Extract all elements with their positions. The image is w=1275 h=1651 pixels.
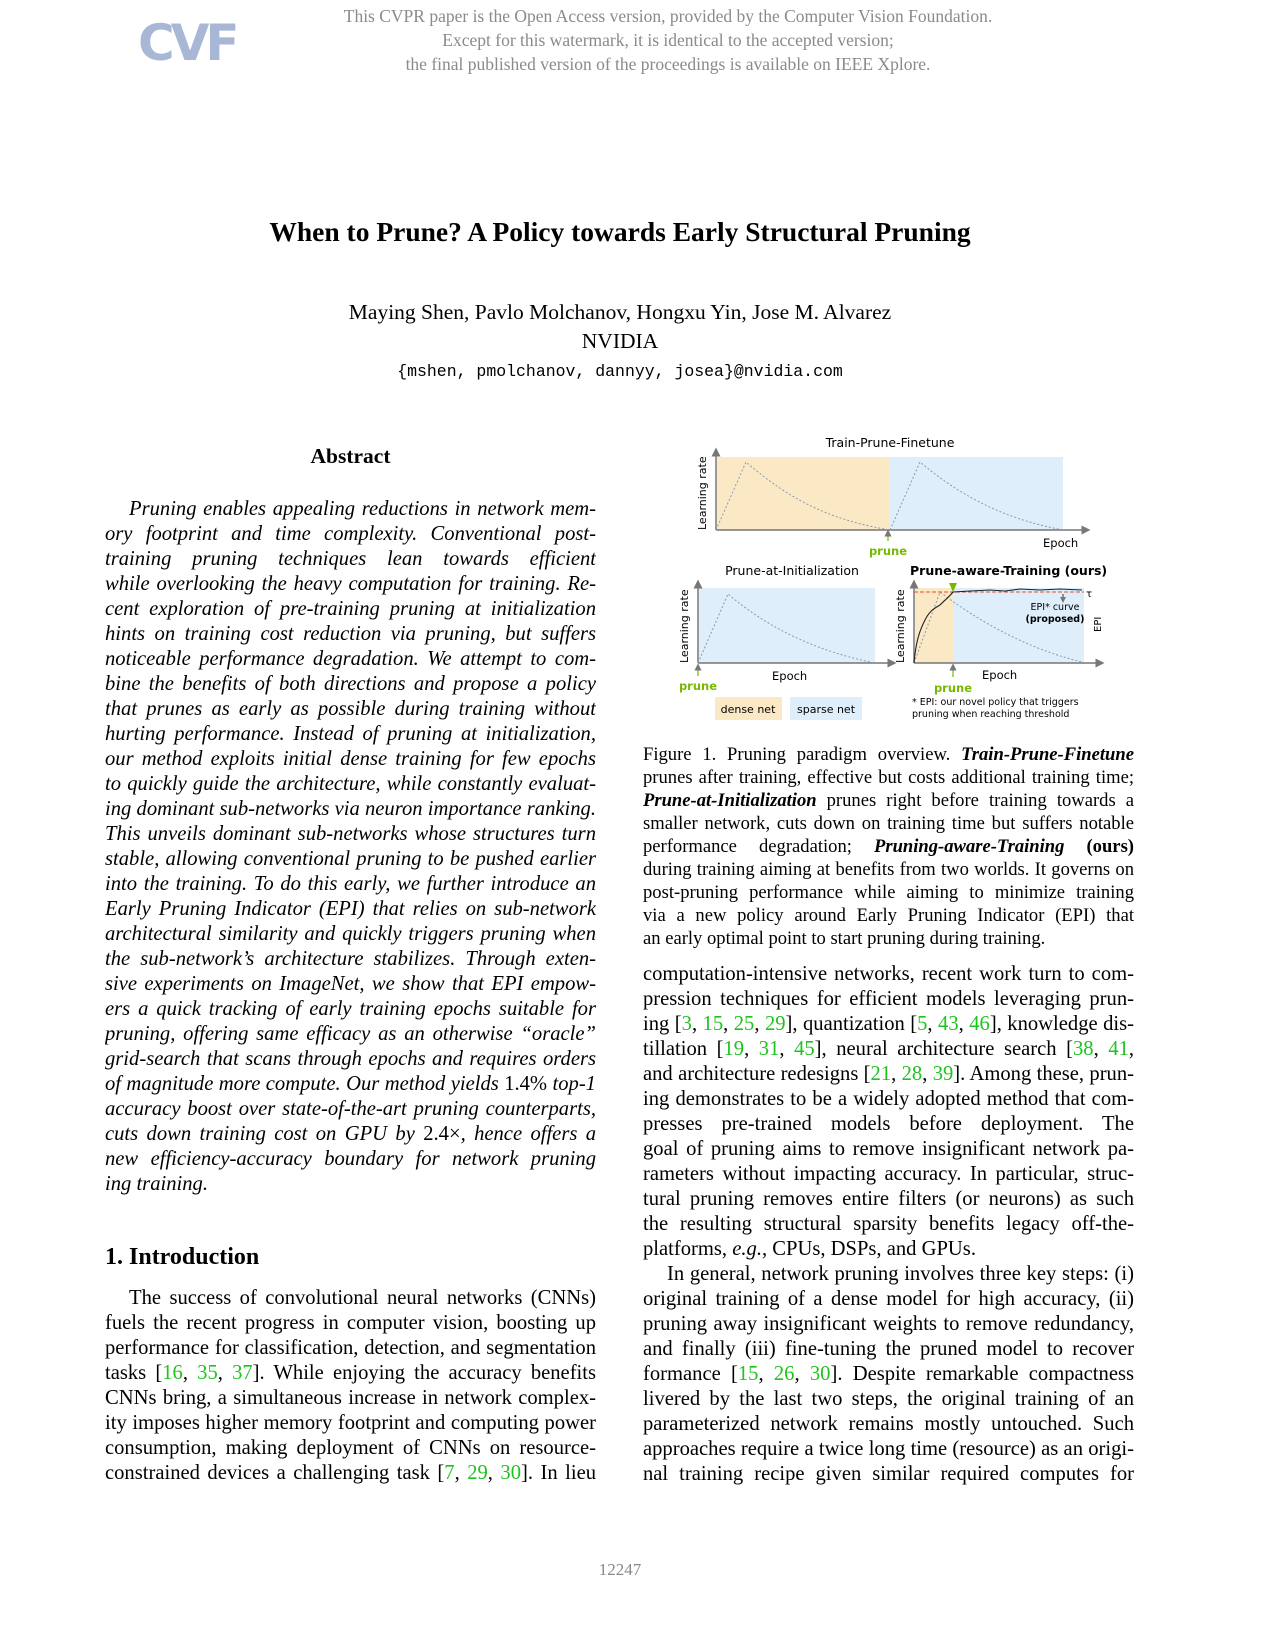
text-line: consumption, making deployment of CNNs on resource- [105,1437,596,1459]
citation-link[interactable]: 29 [467,1462,488,1484]
page-number: 12247 [598,1560,642,1579]
text-line: prunes after training, effective but costs additional training time; [643,767,1134,788]
text-line: fuels the recent progress in computer vision, boosting up [105,1312,596,1334]
text-line: rameters without impacting accuracy. In particular, struc- [643,1163,1134,1185]
abstract-heading: Abstract [310,444,391,468]
text-line: tasks [16, 35, 37]. While enjoying the accuracy benefits [105,1362,596,1384]
svg-text:Epoch: Epoch [982,668,1018,682]
text-line: original training of a dense model for high accuracy, (ii) [643,1288,1134,1310]
text-line: sive experiments on ImageNet, we show that EPI empow- [105,973,596,995]
text-line: ity imposes higher memory footprint and computing power [105,1412,596,1434]
text-line: during training aiming at benefits from two worlds. It governs on [643,859,1134,880]
citation-link[interactable]: 19 [723,1038,745,1060]
text-line: new efficiency-accuracy boundary for network pruning [105,1148,596,1170]
text-line: and finally (iii) fine-tuning the pruned model to recover [643,1338,1134,1360]
text-line: CNNs bring, a simultaneous increase in network complex- [105,1387,596,1409]
text-line: accuracy boost over state-of-the-art pruning counterparts, [105,1098,596,1120]
paper-title: When to Prune? A Policy towards Early Structural Pruning [269,216,971,247]
text-line: hints on training cost reduction via pruning, but suffers [105,623,596,645]
text-line: Early Pruning Indicator (EPI) that relies on sub-network [105,898,596,920]
text-line: formance [15, 26, 30]. Despite remarkable compactness [643,1363,1134,1385]
dense-region [717,457,890,530]
text-line: tillation [19, 31, 45], neural architecture search [38, 41, [643,1038,1134,1060]
text-line: goal of pruning aims to remove insignificant network pa- [643,1138,1134,1160]
text-line: to quickly guide the architecture, while constantly evaluat- [105,773,596,795]
svg-text:CVF: CVF [138,14,236,72]
citation-link[interactable]: 15 [737,1363,759,1385]
citation-link[interactable]: 45 [794,1038,815,1060]
text-line: presses pre-trained models before deployment. The [643,1113,1134,1135]
authors: Maying Shen, Pavlo Molchanov, Hongxu Yin, Jose M. Alvarez [348,300,892,324]
svg-text:Learning rate: Learning rate [894,589,907,663]
text-line: pression techniques for efficient models leveraging prun- [643,988,1134,1010]
text-line: into the training. To do this early, we further introduce an [105,873,596,895]
watermark-line: the final published version of the proceedings is available on IEEE Xplore. [405,54,931,74]
svg-text:prune: prune [933,681,973,695]
citation-link[interactable]: 38 [1072,1038,1094,1060]
text-line: performance degradation; Pruning-aware-Training (ours) [643,836,1134,857]
x-axis-label: Epoch [1043,536,1079,550]
citation-link[interactable]: 21 [870,1063,892,1085]
text-line: ing [3, 15, 25, 29], quantization [5, 43, 46], knowledge dis- [643,1013,1134,1035]
text-line: and architecture redesigns [21, 28, 39]. Among these, prun- [643,1063,1134,1085]
text-line: ing dominant sub-networks via neuron importance ranking. [105,798,596,820]
left-plot-title: Prune-at-Initialization [725,563,859,578]
top-plot-title: Train-Prune-Finetune [825,435,955,450]
text-line: Pruning enables appealing reductions in network mem- [129,498,596,520]
citation-link[interactable]: 16 [162,1362,183,1384]
figure-caption [643,743,1134,950]
text-line: smaller network, cuts down on training time but suffers notable [643,813,1134,834]
text-line: an early optimal point to start pruning during training. [643,928,1046,949]
watermark-line: This CVPR paper is the Open Access version, provided by the Computer Vision Foundation. [343,6,993,26]
citation-link[interactable]: 28 [901,1063,923,1085]
text-line: In general, network pruning involves three key steps: (i) [667,1263,1134,1285]
citation-link[interactable]: 30 [500,1462,522,1484]
right-column-body [643,962,1134,1487]
text-line: pruning away insignificant weights to remove redundancy, [643,1313,1134,1335]
svg-text:EPI* curve: EPI* curve [1030,602,1080,613]
text-line: The success of convolutional neural networks (CNNs) [129,1287,596,1309]
text-line: livered by the last two steps, the original training of an [643,1388,1134,1410]
right-plot-title: Prune-aware-Training (ours) [910,563,1108,578]
svg-text:sparse net: sparse net [796,703,856,716]
text-line: Figure 1. Pruning paradigm overview. Train-Prune-Finetune [643,744,1134,765]
y-axis-label: Learning rate [696,456,709,530]
svg-text:dense net: dense net [720,703,776,716]
email: {mshen, pmolchanov, dannyy, josea}@nvidia.com [397,362,843,381]
text-line: while overlooking the heavy computation for training. Re- [105,573,596,595]
text-line: approaches require a twice long time (resource) as an origi- [643,1438,1134,1460]
svg-text:prune: prune [678,679,718,693]
abstract-body [105,497,596,1197]
text-line: performance for classification, detection, and segmentation [105,1337,596,1359]
text-line: pruning, offering same efficacy as an otherwise “oracle” [105,1023,596,1045]
citation-link[interactable]: 41 [1108,1038,1129,1060]
text-line: cent exploration of pre-training pruning at initialization [105,598,596,620]
citation-link[interactable]: 30 [809,1363,831,1385]
text-line: constrained devices a challenging task [7, 29, 30]. In lieu [105,1462,596,1484]
text-line: grid-search that scans through epochs and requires orders [105,1048,596,1070]
text-line: computation-intensive networks, recent work turn to com- [643,963,1134,985]
citation-link[interactable]: 37 [232,1362,253,1384]
citation-link[interactable]: 39 [932,1063,954,1085]
svg-text:(proposed): (proposed) [1025,614,1085,625]
citation-link[interactable]: 3 [681,1013,692,1035]
svg-text:Learning rate: Learning rate [678,589,691,663]
text-line: tural pruning removes entire filters (or neurons) as such [643,1188,1134,1210]
text-line: noticeable performance degradation. We attempt to com- [105,648,596,670]
text-line: of magnitude more compute. Our method yields 1.4% top-1 [105,1073,596,1095]
text-line: cuts down training cost on GPU by 2.4×, hence offers a [105,1123,596,1145]
citation-link[interactable]: 43 [938,1013,959,1035]
figure-1 [660,425,1120,725]
introduction-heading: 1. Introduction [105,1244,260,1270]
text-line: ing demonstrates to be a widely adopted method that com- [643,1088,1134,1110]
text-line: architectural similarity and quickly triggers pruning when [105,923,596,945]
citation-link[interactable]: 15 [702,1013,724,1035]
citation-link[interactable]: 7 [444,1462,455,1484]
sparse-region [890,457,1063,530]
svg-text:Epoch: Epoch [772,669,808,683]
text-line: via a new policy around Early Pruning Indicator (EPI) that [643,905,1134,926]
text-line: post-pruning performance while aiming to minimize training [643,882,1134,903]
text-line: the resulting structural sparsity benefits legacy off-the- [643,1213,1134,1235]
text-line: bine the benefits of both directions and propose a policy [105,673,596,695]
text-line: ers a quick tracking of early training epochs suitable for [105,998,596,1020]
citation-link[interactable]: 26 [773,1363,795,1385]
text-line: Prune-at-Initialization prunes right before training towards a [643,790,1134,811]
text-line: the sub-network’s architecture stabilizes. Through exten- [105,948,596,970]
text-line: hurting performance. Instead of pruning at initialization, [105,723,596,745]
citation-link[interactable]: 29 [764,1013,786,1035]
footnote: pruning when reaching threshold [912,709,1070,720]
introduction-body [105,1286,596,1486]
text-line: that prunes as early as possible during training without [105,698,596,720]
citation-link[interactable]: 5 [917,1013,928,1035]
text-line: stable, allowing conventional pruning to be pushed earlier [105,848,596,870]
text-line: platforms, e.g., CPUs, DSPs, and GPUs. [643,1238,976,1260]
citation-link[interactable]: 46 [969,1013,990,1035]
text-line: This unveils dominant sub-networks whose structures turn [105,823,596,845]
affiliation: NVIDIA [581,329,659,353]
text-line: ory footprint and time complexity. Conventional post- [105,523,596,545]
text-line: nal training recipe given similar required computes for [643,1463,1134,1485]
prune-label: prune [868,544,908,558]
svg-text:EPI: EPI [1093,616,1104,632]
svg-text:τ: τ [1086,589,1093,600]
footnote: * EPI: our novel policy that triggers [912,697,1079,708]
watermark-line: Except for this watermark, it is identical to the accepted version; [442,30,894,50]
text-line: training pruning techniques lean towards efficient [105,548,596,570]
citation-link[interactable]: 31 [758,1038,780,1060]
text-line: ing training. [105,1173,208,1195]
citation-link[interactable]: 25 [733,1013,755,1035]
citation-link[interactable]: 35 [197,1362,218,1384]
text-line: parameterized network remains mostly untouched. Such [643,1413,1134,1435]
text-line: our method exploits initial dense training for few epochs [105,748,596,770]
